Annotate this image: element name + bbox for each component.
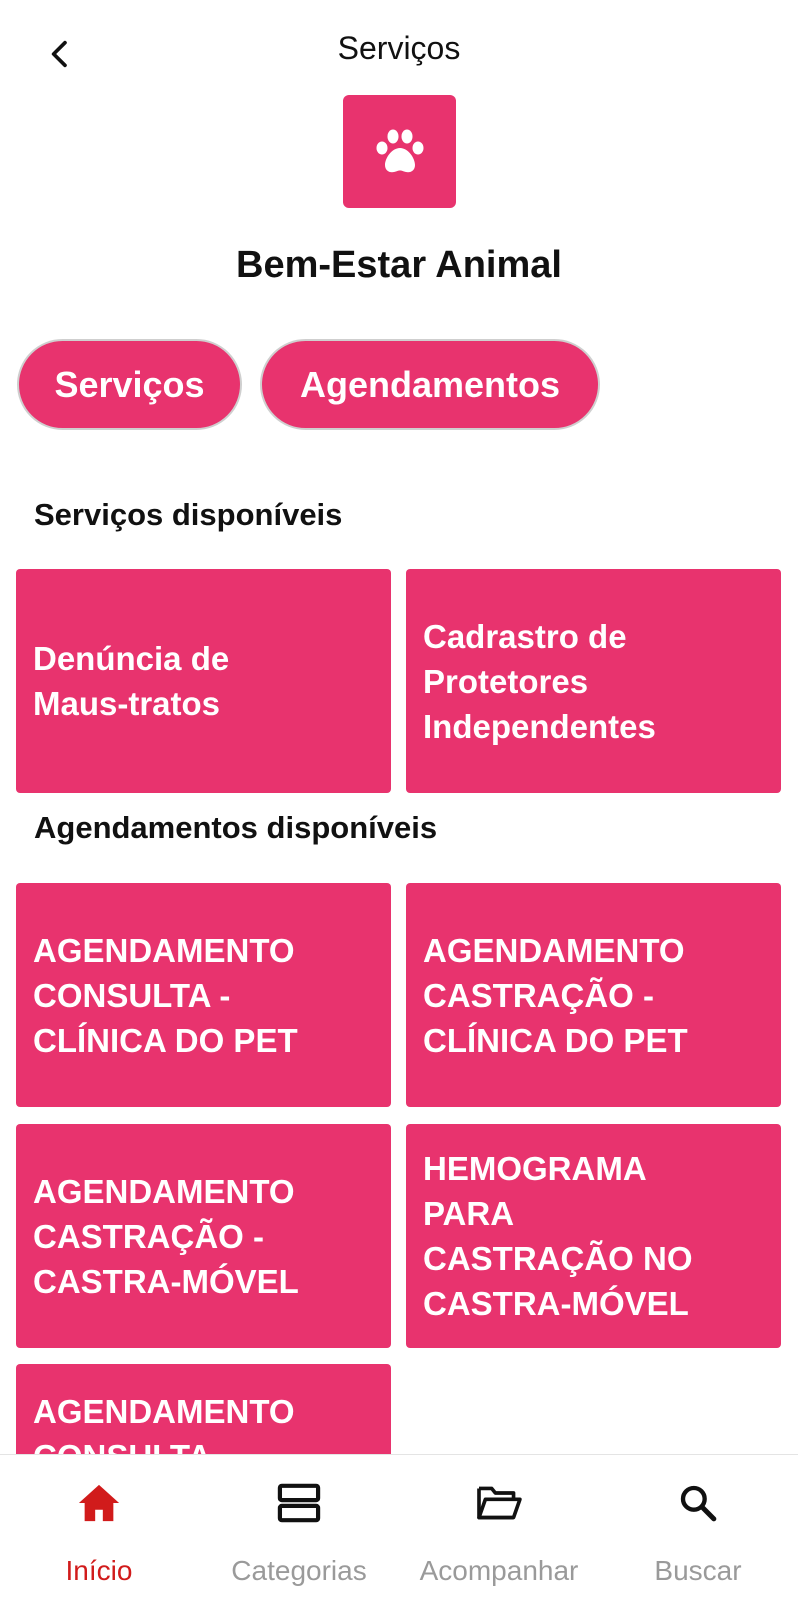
nav-label: Buscar (654, 1555, 742, 1586)
category-logo (343, 95, 456, 208)
service-card-label: Denúncia de Maus-tratos (33, 640, 230, 722)
nav-item-buscar[interactable] (598, 1455, 798, 1600)
nav-label: Categorias (231, 1555, 367, 1586)
appointment-card-castracao-castra-movel[interactable] (16, 1124, 391, 1348)
service-card-cadastro-protetores[interactable] (406, 569, 781, 793)
categories-icon (271, 1475, 327, 1531)
nav-item-inicio[interactable] (0, 1455, 199, 1600)
appointment-card-label: HEMOGRAMA PARA CASTRAÇÃO NO CASTRA-MÓVEL (423, 1150, 693, 1322)
paw-icon (376, 129, 424, 175)
appointment-card-label: AGENDAMENTO CASTRAÇÃO - CLÍNICA DO PET (423, 931, 688, 1059)
nav-item-categorias[interactable] (199, 1455, 399, 1600)
appointment-card-hemograma[interactable] (406, 1124, 781, 1348)
bottom-nav (0, 1454, 798, 1600)
nav-item-acompanhar[interactable] (399, 1455, 599, 1600)
folder-open-icon (471, 1475, 527, 1531)
appointment-card-label: AGENDAMENTO CONSULTA - CLÍNICA DO PET (33, 931, 298, 1059)
home-icon (71, 1475, 127, 1531)
tab-agendamentos[interactable]: Agendamentos (260, 339, 600, 430)
header (0, 0, 798, 92)
appointment-card-label: AGENDAMENTO (33, 1393, 295, 1430)
search-icon (670, 1475, 726, 1531)
service-card-label: Cadrastro de Protetores Independentes (423, 617, 656, 745)
services-heading: Serviços disponíveis (34, 497, 343, 532)
tab-servicos[interactable]: Serviços (17, 339, 242, 430)
nav-label: Início (65, 1555, 133, 1586)
header-title: Serviços (337, 30, 461, 66)
nav-label: Acompanhar (419, 1555, 579, 1586)
category-title: Bem-Estar Animal (236, 244, 562, 286)
appointment-card-label: AGENDAMENTO CASTRAÇÃO - CASTRA-MÓVEL (33, 1172, 299, 1300)
service-card-denuncia[interactable] (16, 569, 391, 793)
appointment-card-consulta-clinica[interactable] (16, 883, 391, 1107)
appointments-heading: Agendamentos disponíveis (34, 810, 438, 845)
appointment-card-castracao-clinica[interactable] (406, 883, 781, 1107)
